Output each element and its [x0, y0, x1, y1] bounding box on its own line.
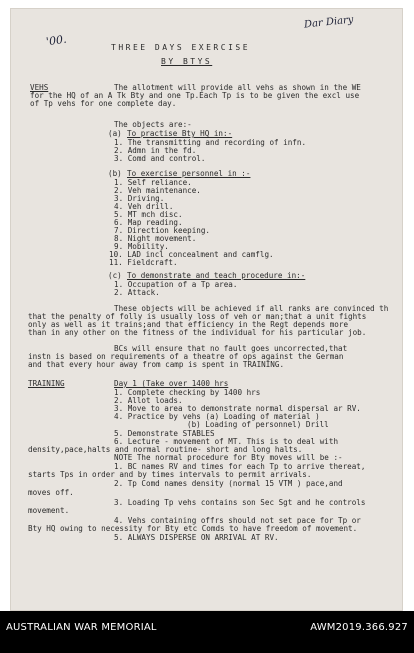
day1-item: 1. Complete checking by 1400 hrs: [114, 388, 261, 397]
day1-item: movement.: [28, 506, 70, 515]
para-objects-line: only as well as it trains;and that efficiency in the Regt depends more: [28, 320, 349, 329]
section-b-item: 11. Fieldcraft.: [109, 258, 178, 267]
day1-heading: Day 1 (Take over 1400 hrs: [114, 379, 229, 388]
document-title: THREE DAYS EXERCISE: [111, 43, 251, 52]
day1-item: NOTE The normal procedure for Bty moves will be :-: [114, 453, 343, 462]
day1-item: Bty HQ owing to necessity for Bty etc Comds to have freedom of movement.: [28, 524, 358, 533]
section-b-label: (b): [108, 169, 122, 178]
day1-item: density,pace,halts and normal routine- short and long halts.: [28, 445, 303, 454]
para-bcs-line: BCs will ensure that no fault goes uncorrected,that: [114, 344, 348, 353]
section-b-item: 10. LAD incl concealment and camflg.: [109, 250, 274, 259]
footer-accession-number: AWM2019.366.927: [310, 622, 408, 633]
day1-item: 6. Lecture - movement of MT. This is to deal with: [114, 437, 339, 446]
day1-item: 3. Loading Tp vehs contains son Sec Sgt and he controls: [114, 498, 366, 507]
section-c-item: 2. Attack.: [114, 288, 160, 297]
para-objects-line: These objects will be achieved if all ranks are convinced th: [114, 304, 389, 313]
para-objects-line: that the penalty of folly is usually loss of veh or man;that a unit fights: [28, 312, 367, 321]
para-bcs-line: and that every hour away from camp is spent in TRAINING.: [28, 360, 285, 369]
section-b-item: 1. Self reliance.: [114, 178, 192, 187]
section-b-item: 6. Map reading.: [114, 218, 183, 227]
day1-item: (b) Loading of personnel) Drill: [187, 420, 329, 429]
para-bcs-line: instn is based on requirements of a theatre of ops against the German: [28, 352, 344, 361]
day1-item: 1. BC names RV and times for each Tp to arrive thereat,: [114, 462, 366, 471]
section-b-item: 8. Night movement.: [114, 234, 197, 243]
section-a-item: 1. The transmitting and recording of infn.: [114, 138, 307, 147]
para-objects-line: than in any other on the fitness of the individual for his particular job.: [28, 328, 367, 337]
section-c-item: 1. Occupation of a Tp area.: [114, 280, 238, 289]
day1-item: 3. Move to area to demonstrate normal dispersal ar RV.: [114, 404, 361, 413]
document-page: [10, 8, 403, 611]
day1-item: starts Tps in order and by times intervals to permit arrivals.: [28, 470, 312, 479]
section-c-heading: To demonstrate and teach procedure in:-: [127, 271, 306, 280]
handwritten-note-top-left: '00.: [45, 32, 68, 49]
section-b-item: 2. Veh maintenance.: [114, 186, 201, 195]
section-b-item: 5. MT mch disc.: [114, 210, 183, 219]
vehs-label: VEHS: [30, 83, 49, 92]
day1-item: 5. Demonstrate STABLES: [114, 429, 215, 438]
section-a-label: (a): [108, 129, 122, 138]
footer-source: AUSTRALIAN WAR MEMORIAL: [6, 622, 157, 633]
day1-item: 2. Tp Comd names density (normal 15 VTM ) pace,and: [114, 479, 343, 488]
vehs-line-1: The allotment will provide all vehs as shown in the WE: [114, 83, 361, 92]
day1-item: 4. Practice by vehs (a) Loading of material ): [114, 412, 320, 421]
section-b-item: 7. Direction keeping.: [114, 226, 211, 235]
day1-item: moves off.: [28, 488, 74, 497]
section-a-item: 2. Admn in the fd.: [114, 146, 197, 155]
objects-intro: The objects are:-: [114, 120, 192, 129]
footer-bar: [0, 611, 414, 653]
section-b-item: 9. Mobility.: [114, 242, 169, 251]
training-label: TRAINING: [28, 379, 65, 388]
section-a-item: 3. Comd and control.: [114, 154, 206, 163]
section-a-heading: To practise Bty HQ in:-: [127, 129, 233, 138]
section-c-label: (c): [108, 271, 122, 280]
vehs-line-2: for the HQ of an A Tk Bty and one Tp.Each Tp is to be given the excl use: [30, 91, 360, 100]
day1-item: 5. ALWAYS DISPERSE ON ARRIVAL AT RV.: [114, 533, 279, 542]
section-b-item: 3. Driving.: [114, 194, 165, 203]
section-b-heading: To exercise personnel in :-: [127, 169, 251, 178]
vehs-line-3: of Tp vehs for one complete day.: [30, 99, 177, 108]
day1-item: 2. Allot loads.: [114, 396, 183, 405]
section-b-item: 4. Veh drill.: [114, 202, 174, 211]
handwritten-note-top-right: Dar Diary: [303, 14, 354, 31]
day1-item: 4. Vehs containing offrs should not set pace for Tp or: [114, 516, 361, 525]
document-subtitle: BY BTYS: [161, 57, 213, 66]
